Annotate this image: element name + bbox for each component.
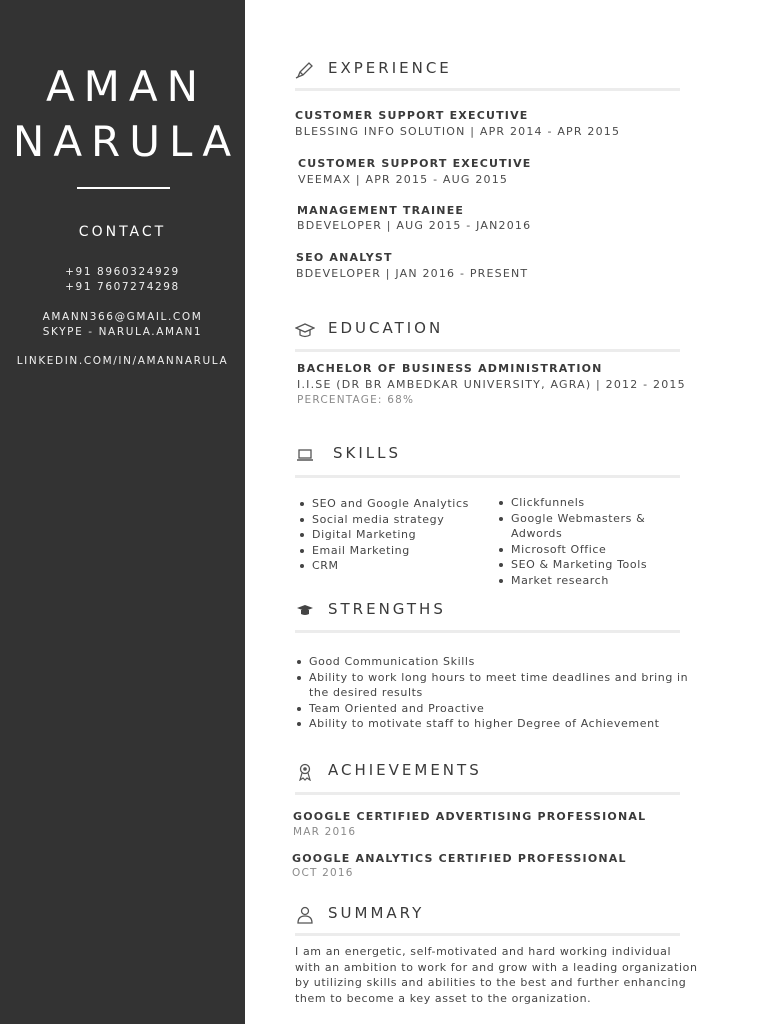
list-item: Good Communication Skills	[295, 654, 695, 670]
job-details: BDEVELOPER | AUG 2015 - JAN2016	[297, 219, 532, 232]
graduation-cap-icon	[295, 321, 315, 339]
name-first: AMAN	[45, 62, 208, 111]
skills-title: SKILLS	[333, 444, 402, 462]
job-role: MANAGEMENT TRAINEE	[297, 204, 465, 217]
list-item: Market research	[497, 573, 697, 589]
achievements-title: ACHIEVEMENTS	[328, 761, 482, 779]
phone-1: +91 8960324929	[65, 266, 180, 278]
list-item: SEO & Marketing Tools	[497, 557, 697, 573]
education-title: EDUCATION	[328, 319, 444, 337]
achievement-date: MAR 2016	[293, 826, 357, 838]
linkedin: LINKEDIN.COM/IN/AMANNARULA	[16, 355, 229, 367]
award-ribbon-icon	[295, 763, 315, 781]
job-details: VEEMAX | APR 2015 - AUG 2015	[298, 173, 509, 186]
summary-text: I am an energetic, self-motivated and hard working individual with an ambition to work for and grow with a leading organization by utilizing skills and abilities to the best and further enhancing them to become a key asset to the organization.	[295, 945, 698, 1005]
experience-title: EXPERIENCE	[328, 59, 452, 77]
achievement-name: GOOGLE CERTIFIED ADVERTISING PROFESSIONAL	[293, 810, 647, 823]
job-role: SEO ANALYST	[296, 251, 393, 264]
person-icon	[295, 906, 315, 924]
name-last: NARULA	[12, 117, 241, 166]
list-item: Ability to motivate staff to higher Degree of Achievement	[295, 716, 695, 732]
skills-divider	[295, 475, 680, 478]
experience-divider	[295, 88, 680, 91]
summary-title: SUMMARY	[328, 904, 425, 922]
contact-heading: CONTACT	[78, 224, 167, 240]
achievements-divider	[295, 792, 680, 795]
list-item: SEO and Google Analytics	[298, 496, 488, 512]
list-item: Social media strategy	[298, 512, 488, 528]
pen-icon	[295, 61, 315, 79]
skype: SKYPE - NARULA.AMAN1	[42, 326, 203, 338]
laptop-icon	[295, 446, 315, 464]
email: AMANN366@GMAIL.COM	[42, 311, 203, 323]
list-item: Google Webmasters & Adwords	[497, 511, 697, 542]
school: I.I.SE (DR BR AMBEDKAR UNIVERSITY, AGRA) | 2012 - 2015	[297, 378, 686, 391]
list-item: Digital Marketing	[298, 527, 488, 543]
list-item: Email Marketing	[298, 543, 488, 559]
list-item: Ability to work long hours to meet time deadlines and bring in the desired results	[295, 670, 695, 701]
job-details: BDEVELOPER | JAN 2016 - PRESENT	[296, 267, 529, 280]
degree: BACHELOR OF BUSINESS ADMINISTRATION	[297, 362, 603, 375]
summary-divider	[295, 933, 680, 936]
phone-2: +91 7607274298	[65, 281, 180, 293]
name-divider	[77, 187, 170, 189]
job-details: BLESSING INFO SOLUTION | APR 2014 - APR 2015	[295, 125, 621, 138]
skills-list-left	[298, 496, 488, 574]
strengths-divider	[295, 630, 680, 633]
percentage: PERCENTAGE: 68%	[297, 394, 415, 406]
list-item: CRM	[298, 558, 488, 574]
sidebar	[0, 0, 245, 1024]
job-role: CUSTOMER SUPPORT EXECUTIVE	[295, 109, 529, 122]
list-item: Team Oriented and Proactive	[295, 701, 695, 717]
strengths-title: STRENGTHS	[328, 600, 446, 618]
list-item: Microsoft Office	[497, 542, 697, 558]
skills-list-right	[497, 495, 697, 588]
achievement-name: GOOGLE ANALYTICS CERTIFIED PROFESSIONAL	[292, 852, 627, 865]
mortarboard-icon	[295, 602, 315, 620]
job-role: CUSTOMER SUPPORT EXECUTIVE	[298, 157, 532, 170]
education-divider	[295, 349, 680, 352]
strengths-list	[295, 654, 695, 732]
main-content	[245, 0, 768, 1024]
list-item: Clickfunnels	[497, 495, 697, 511]
achievement-date: OCT 2016	[292, 867, 354, 879]
